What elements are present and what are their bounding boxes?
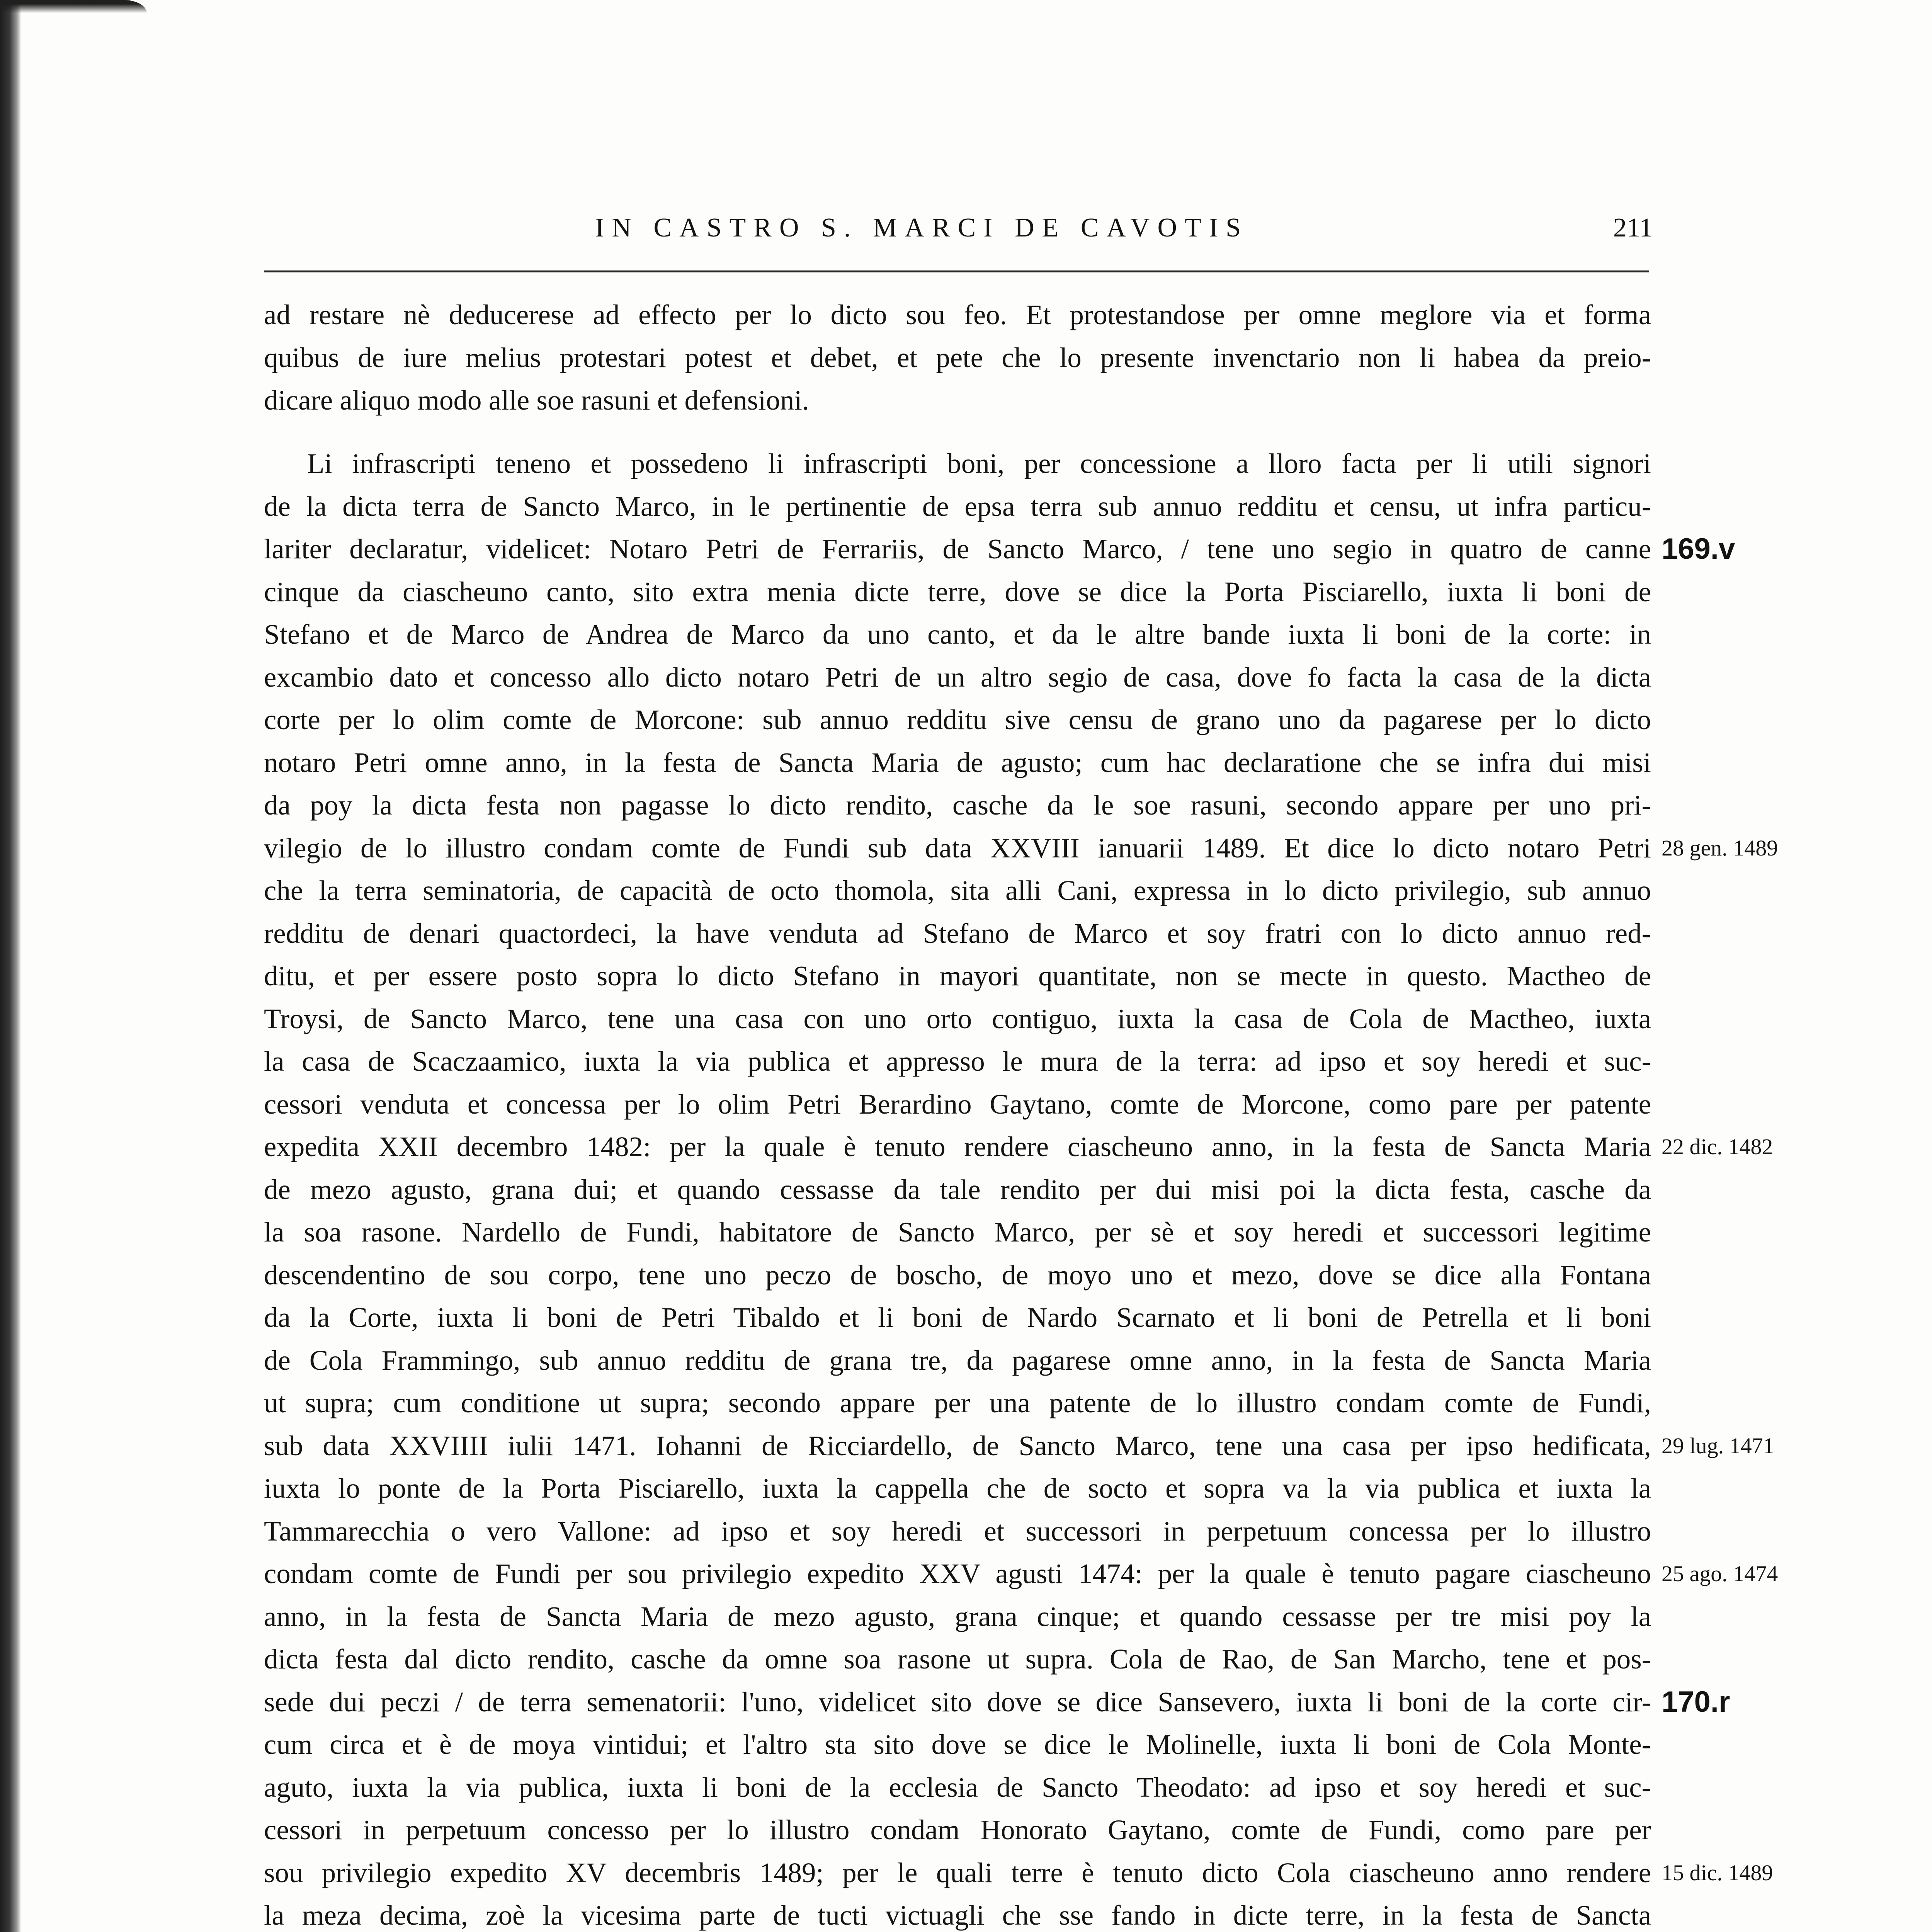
text-line: ut supra; cum conditione ut supra; secondo appare per una patente de lo illustro condam comte de Fundi,: [264, 1387, 1651, 1418]
text-line: quibus de iure melius protestari potest et debet, et pete che lo presente invenctario non li habea da preio-: [264, 342, 1651, 373]
text-line: sede dui peczi / de terra semenatorii: l'uno, videlicet sito dove se dice Sansevero, iuxta li boni de la corte cir-: [264, 1686, 1651, 1718]
margin-date: 25 ago. 1474: [1662, 1561, 1778, 1586]
text-line: dicta festa dal dicto rendito, casche da omne soa rasone ut supra. Cola de Rao, de San Marcho, tene et pos-: [264, 1643, 1651, 1675]
text-line: la casa de Scaczaamico, iuxta la via publica et appresso le mura de la terra: ad ipso et soy heredi et suc-: [264, 1046, 1651, 1077]
text-line: cessori venduta et concessa per lo olim Petri Berardino Gaytano, comte de Morcone, como pare per patente: [264, 1088, 1651, 1120]
page-binding-shadow: [0, 0, 21, 1932]
header-rule: [264, 270, 1649, 272]
text-line: da poy la dicta festa non pagasse lo dicto rendito, casche da le soe rasuni, secondo appare per uno pri-: [264, 789, 1651, 821]
text-line: da la Corte, iuxta li boni de Petri Tibaldo et li boni de Nardo Scarnato et li boni de Petrella et li boni: [264, 1302, 1651, 1333]
text-line: che la terra seminatoria, de capacità de octo thomola, sita alli Cani, expressa in lo dicto privilegio, sub annuo: [264, 875, 1651, 906]
text-line: Tammarecchia o vero Vallone: ad ipso et soy heredi et successori in perpetuum concessa per lo illustro: [264, 1515, 1651, 1547]
text-line: ditu, et per essere posto sopra lo dicto Stefano in mayori quantitate, non se mecte in questo. Mactheo de: [264, 960, 1651, 992]
margin-date: 22 dic. 1482: [1662, 1134, 1773, 1159]
text-line: dicare aliquo modo alle soe rasuni et defensioni.: [264, 384, 809, 416]
text-line: iuxta lo ponte de la Porta Pisciarello, iuxta la cappella che de socto et sopra va la via publica et iuxta la: [264, 1473, 1651, 1504]
text-line: la soa rasone. Nardello de Fundi, habitatore de Sancto Marco, per sè et soy heredi et successori legitime: [264, 1216, 1651, 1248]
text-line: cessori in perpetuum concesso per lo illustro condam Honorato Gaytano, comte de Fundi, como pare per: [264, 1814, 1651, 1845]
text-line: de Cola Frammingo, sub annuo redditu de grana tre, da pagarese omne anno, in la festa de Sancta Maria: [264, 1344, 1651, 1376]
text-line: la meza decima, zoè la vicesima parte de tucti victuagli che sse fando in dicte terre, in la festa de Sancta: [264, 1900, 1651, 1931]
text-line: Li infrascripti teneno et possedeno li infrascripti boni, per concessione a lloro facta per li utili signori: [307, 448, 1651, 479]
margin-date: 29 lug. 1471: [1662, 1433, 1774, 1458]
text-line: sub data XXVIIII iulii 1471. Iohanni de Ricciardello, de Sancto Marco, tene una casa per ipso hedificata,: [264, 1430, 1651, 1461]
text-line: Troysi, de Sancto Marco, tene una casa con uno orto contiguo, iuxta la casa de Cola de Mactheo, iuxta: [264, 1003, 1651, 1034]
text-line: cum circa et è de moya vintidui; et l'altro sta sito dove se dice le Molinelle, iuxta li boni de Cola Monte-: [264, 1729, 1651, 1760]
text-line: Stefano et de Marco de Andrea de Marco da uno canto, et da le altre bande iuxta li boni de la corte: in: [264, 619, 1651, 650]
scan-corner-mark: [0, 0, 147, 13]
page-number: 211: [1613, 213, 1653, 243]
text-line: expedita XXII decembro 1482: per la quale è tenuto rendere ciascheuno anno, in la festa de Sancta Maria: [264, 1131, 1651, 1162]
text-line: aguto, iuxta la via publica, iuxta li boni de la ecclesia de Sancto Theodato: ad ipso et soy heredi et suc-: [264, 1771, 1651, 1803]
text-line: condam comte de Fundi per sou privilegio expedito XXV agusti 1474: per la quale è tenuto pagare ciascheuno: [264, 1558, 1651, 1589]
folio-marker: 170.r: [1662, 1685, 1730, 1718]
margin-date: 28 gen. 1489: [1662, 835, 1778, 861]
text-line: cinque da ciascheuno canto, sito extra menia dicte terre, dove se dice la Porta Pisciarello, iuxta li boni de: [264, 576, 1651, 607]
text-line: corte per lo olim comte de Morcone: sub annuo redditu sive censu de grano uno da pagarese per lo dicto: [264, 704, 1651, 735]
text-line: lariter declaratur, videlicet: Notaro Petri de Ferrariis, de Sancto Marco, / tene uno segio in quatro de canne: [264, 533, 1651, 565]
folio-marker: 169.v: [1662, 532, 1735, 565]
text-line: de la dicta terra de Sancto Marco, in le pertinentie de epsa terra sub annuo redditu et censu, ut infra particu-: [264, 490, 1651, 522]
text-line: sou privilegio expedito XV decembris 1489; per le quali terre è tenuto dicto Cola ciascheuno anno rendere: [264, 1857, 1651, 1888]
margin-date: 15 dic. 1489: [1662, 1860, 1773, 1885]
text-line: descendentino de sou corpo, tene uno peczo de boscho, de moyo uno et mezo, dove se dice alla Fontana: [264, 1259, 1651, 1291]
text-line: anno, in la festa de Sancta Maria de mezo agusto, grana cinque; et quando cessasse per tre misi poy la: [264, 1600, 1651, 1632]
text-line: ad restare nè deducerese ad effecto per lo dicto sou feo. Et protestandose per omne meglore via et forma: [264, 299, 1651, 330]
text-line: redditu de denari quactordeci, la have venduta ad Stefano de Marco et soy fratri con lo dicto annuo red-: [264, 917, 1651, 949]
text-line: notaro Petri omne anno, in la festa de Sancta Maria de agusto; cum hac declaratione che se infra dui misi: [264, 747, 1651, 778]
text-line: de mezo agusto, grana dui; et quando cessasse da tale rendito per dui misi poi la dicta festa, casche da: [264, 1173, 1651, 1205]
text-line: excambio dato et concesso allo dicto notaro Petri de un altro segio de casa, dove fo facta la casa de la dicta: [264, 661, 1651, 693]
text-line: vilegio de lo illustro condam comte de Fundi sub data XXVIII ianuarii 1489. Et dice lo dicto notaro Petri: [264, 832, 1651, 864]
running-title: IN CASTRO S. MARCI DE CAVOTIS: [595, 213, 1249, 243]
